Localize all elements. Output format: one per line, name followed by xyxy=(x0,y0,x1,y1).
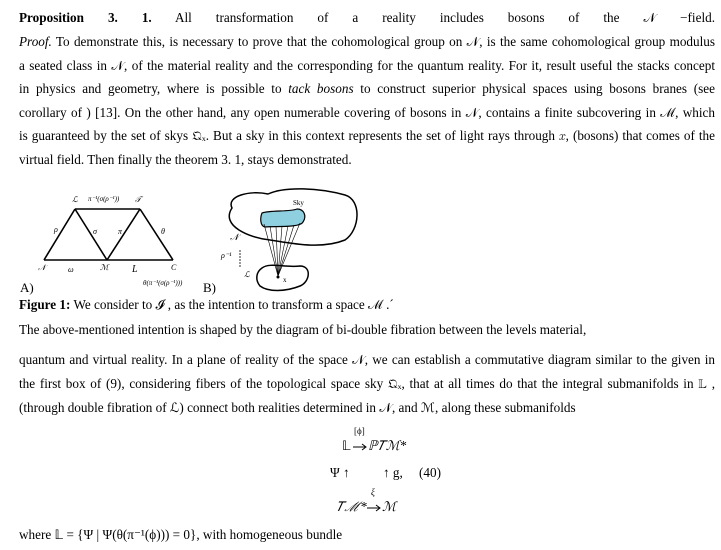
eq-row1-left: 𝕃 xyxy=(342,438,351,453)
paragraph-line: the first box of (9), considering fibers of the topological space sky 𝔔ₓ, that at all times do that the integral submanifolds in 𝕃 , xyxy=(19,376,715,391)
figure-caption: Figure 1: We consider to 𝓘 , as the intention to transform a space ℳ .´ xyxy=(19,297,394,312)
eq-row3-right: ℳ xyxy=(382,499,397,514)
node-L: ℒ xyxy=(72,195,78,204)
edge-theta: θ xyxy=(161,227,165,236)
where-line: where 𝕃 = {Ψ | Ψ(θ(π⁻¹(ϕ))) = 0}, with homogeneous bundle xyxy=(19,527,343,542)
paragraph-line: quantum and virtual reality. In a plane of reality of the space 𝒩, we can establish a commutative diagram similar to the given in xyxy=(19,352,715,367)
proposition-label: Proposition 3. 1. xyxy=(19,10,152,25)
node-N: 𝒩 xyxy=(38,263,46,272)
eq-row3-left: 𝑇ℳ* xyxy=(336,499,367,514)
eq-row3-arrow-label: ξ xyxy=(371,487,375,497)
equation-number: (40) xyxy=(419,465,441,480)
edge-sigma: σ xyxy=(93,227,97,236)
top-label: π⁻¹(σ(ρ⁻¹)) xyxy=(88,195,120,203)
node-T: 𝒯 xyxy=(135,195,142,204)
arrow-right-icon xyxy=(353,443,367,451)
paragraph-line: (through double fibration of ℒ) connect both realities determined in 𝒩, and ℳ, along these submanifolds xyxy=(19,400,576,415)
eq-row1-arrow-label: [ϕ] xyxy=(354,426,365,436)
diagram-a xyxy=(44,209,173,260)
edge-rho: ρ xyxy=(54,225,58,234)
node-C: C xyxy=(171,263,177,272)
sky-patch xyxy=(261,209,305,227)
proof-line: virtual field. Then finally the theorem 3. 1, stays demonstrated. xyxy=(19,152,352,167)
n-label: 𝒩 xyxy=(230,232,239,242)
proof-line: a seated class in 𝒩, of the material reality and the corresponding for the quantum reality. For it, result useful the stacks concept xyxy=(19,58,715,73)
edge-omega: ω xyxy=(68,265,74,274)
proof-label: Proof. xyxy=(19,34,52,49)
edge-pi: π xyxy=(118,227,123,236)
paragraph-line: The above-mentioned intention is shaped by the diagram of bi-double fibration between the levels material, xyxy=(19,322,587,337)
rho-inv-label: ρ⁻¹ xyxy=(221,251,232,260)
point-x xyxy=(277,276,280,279)
proof-line: is guaranteed by the set of skys 𝔔ₓ. But a sky in this context represents the set of light rays through 𝑥, (bosons) that comes of the xyxy=(19,128,715,143)
panel-b-label: B) xyxy=(203,280,216,295)
arrow-right-icon xyxy=(367,504,381,512)
x-label: x xyxy=(283,276,287,284)
node-M: ℳ xyxy=(100,263,109,272)
sky-label: Sky xyxy=(293,199,304,207)
proof-line: in physics and geometry, where is possible to tack bosons to construct superior physical spaces using bosons branes (see xyxy=(19,81,715,96)
eq-row1-right: ℙ𝑇ℳ* xyxy=(368,438,407,453)
eq-row2-right: ↑ g, xyxy=(383,465,403,480)
proof-line: Proof. To demonstrate this, is necessary to prove that the cohomological group on 𝒩, is the same cohomological group modulus xyxy=(19,34,715,49)
bottom-label: θ(π⁻¹(σ(ρ⁻¹))) xyxy=(143,279,183,287)
edge-L: L xyxy=(132,264,138,275)
l-label: ℒ xyxy=(244,270,250,279)
eq-row2-left: Ψ ↑ xyxy=(330,465,350,480)
proof-line: corollary of ) [13]. On the other hand, any open numerable covering of bosons in 𝒩, contains a finite subcovering in ℳ, which xyxy=(19,105,715,120)
diagram-b xyxy=(220,189,357,291)
panel-a-label: A) xyxy=(20,280,34,295)
proposition: Proposition 3. 1. All transformation of a reality includes bosons of the 𝒩 −field. xyxy=(19,10,715,25)
